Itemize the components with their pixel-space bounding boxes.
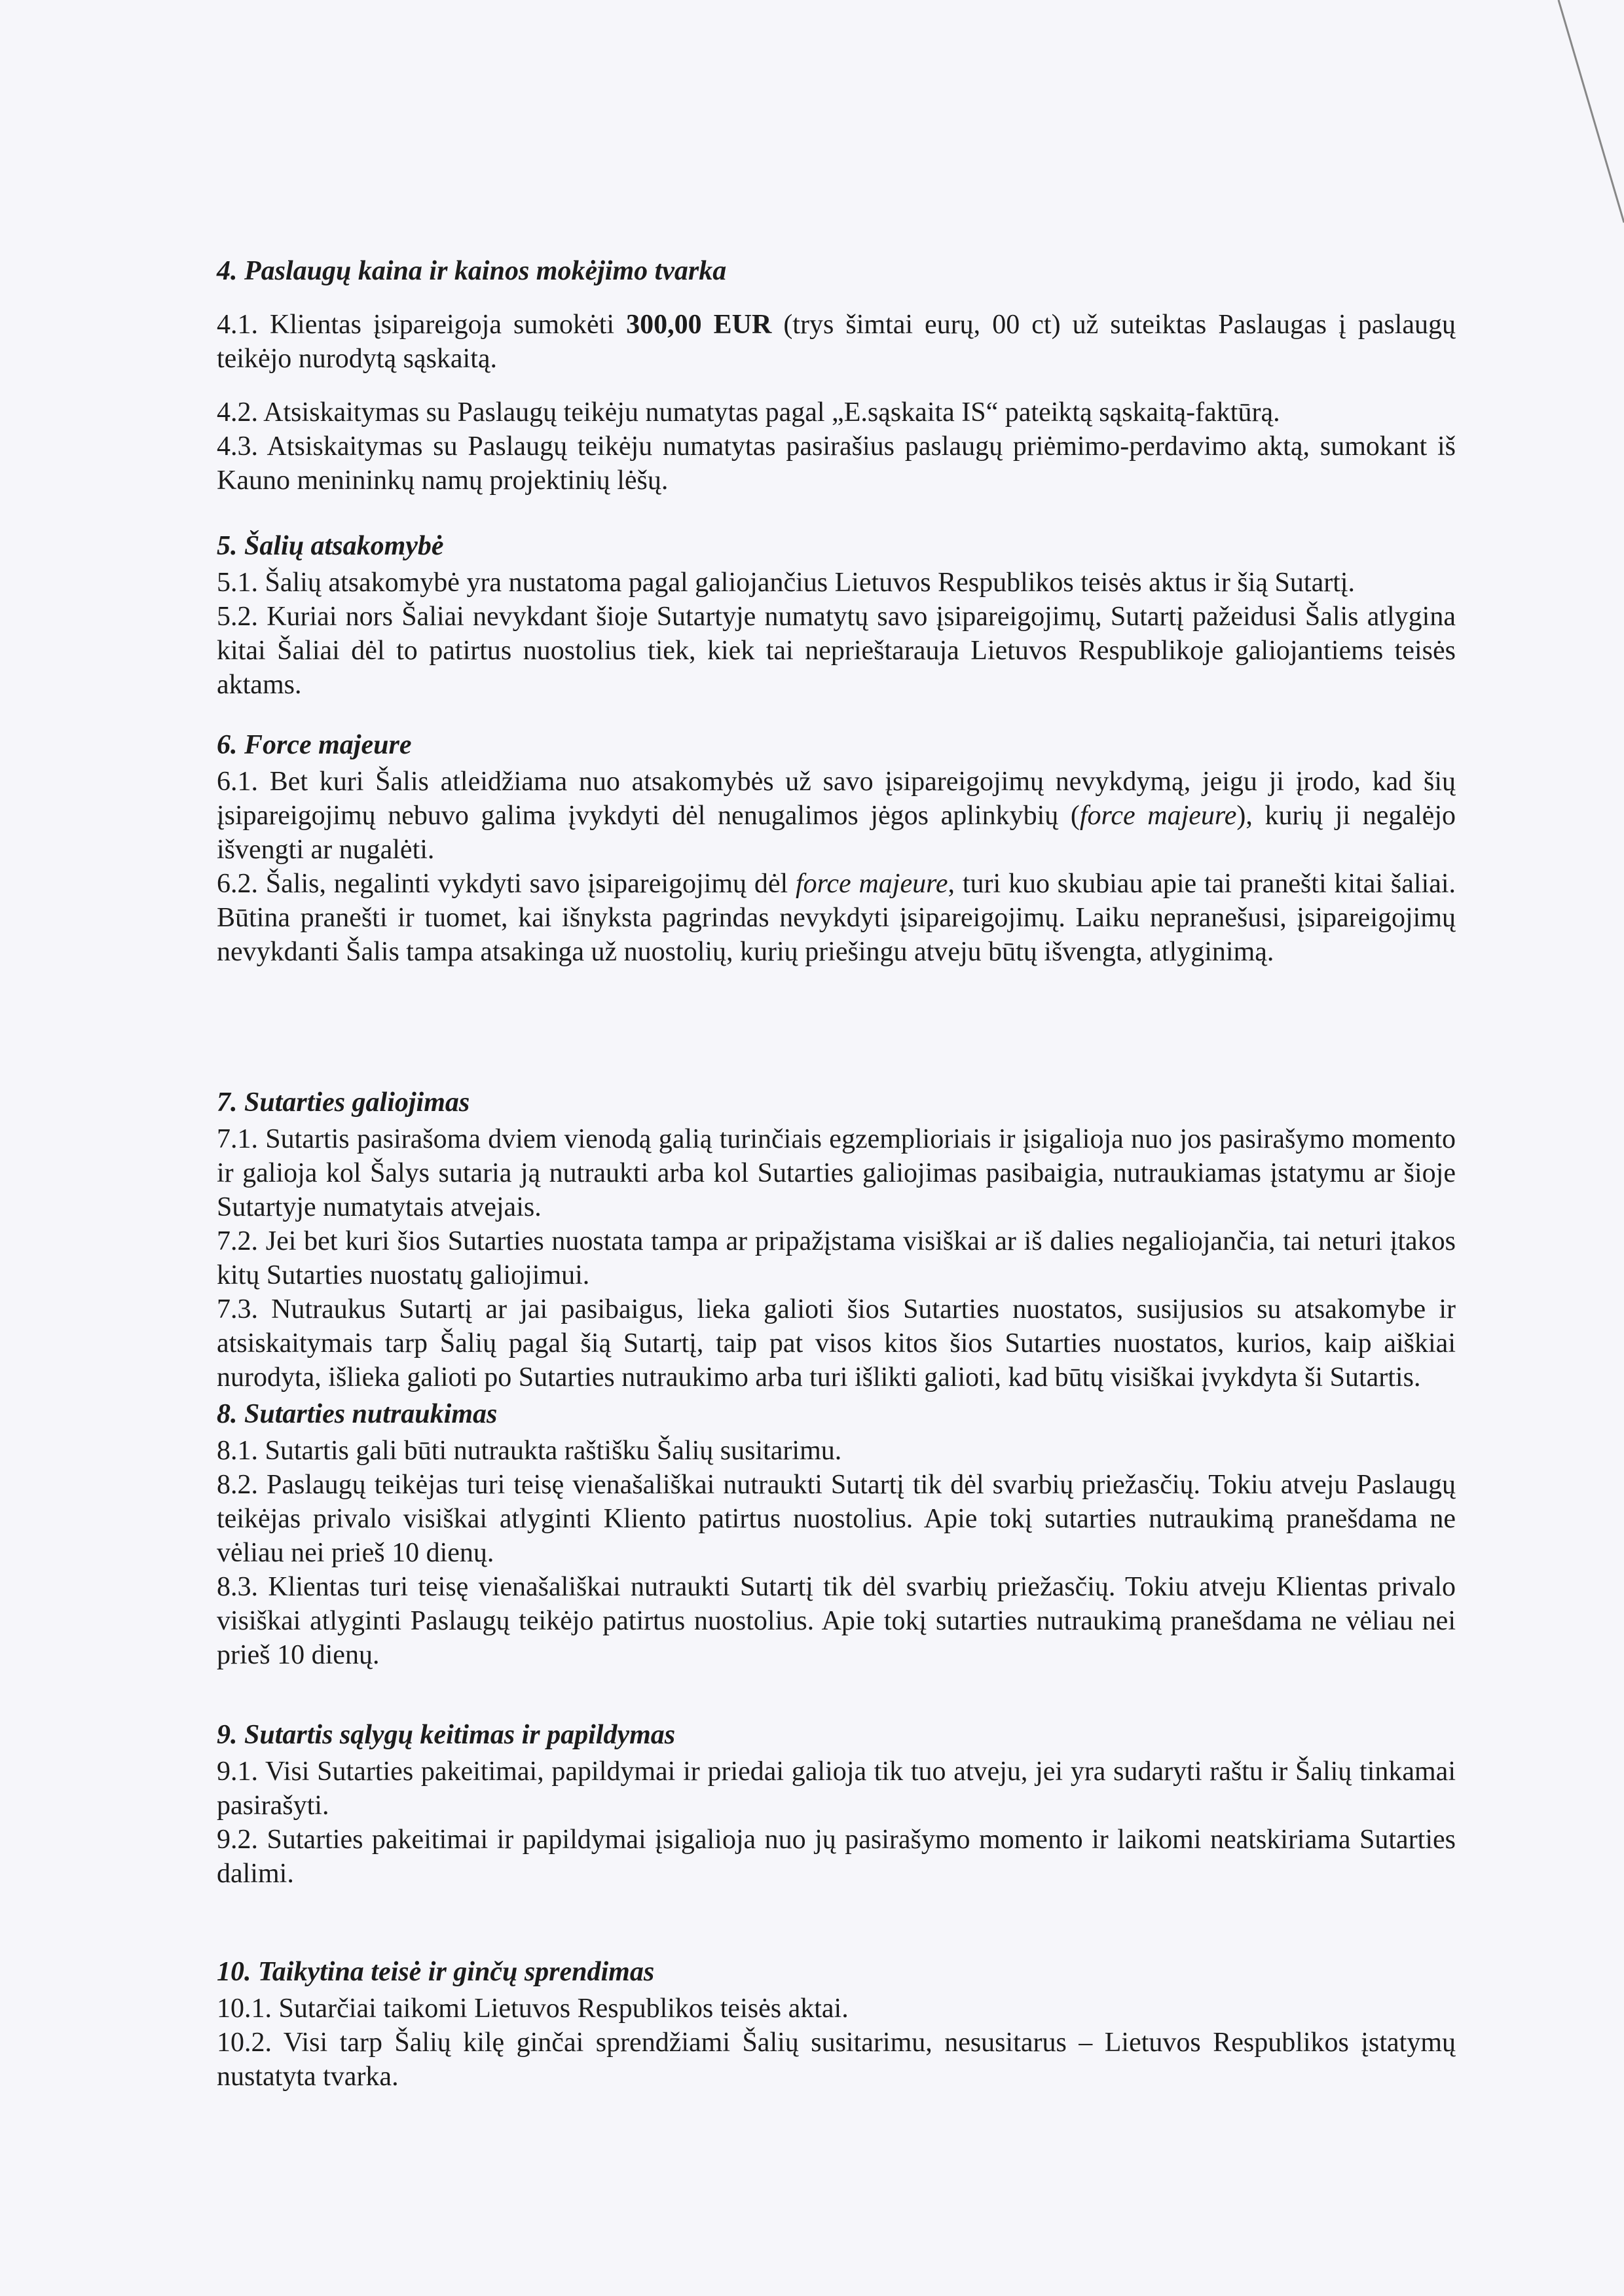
clause-9-1: 9.1. Visi Sutarties pakeitimai, papildymai ir priedai galioja tik tuo atveju, jei yra sudaryti raštu ir Šalių tinkamai pasirašyti.: [217, 1757, 1456, 1821]
section-6: [217, 728, 1456, 969]
section-heading: 10. Taikytina teisė ir ginčų sprendimas: [217, 1957, 655, 1987]
section-heading: 5. Šalių atsakomybė: [217, 531, 444, 561]
clause-8-2: 8.2. Paslaugų teikėjas turi teisę vienašališkai nutraukti Sutartį tik dėl svarbių priežasčių. Tokiu atveju Paslaugų teikėjas privalo visiškai atlyginti Kliento patirtus nuostolius. Apie tokį sutarties nutraukimą pranešdama ne vėliau nei prieš 10 dienų.: [217, 1470, 1456, 1568]
clause-10-1: 10.1. Sutarčiai taikomi Lietuvos Respublikos teisės aktai.: [217, 1994, 849, 2024]
clause-5-2: 5.2. Kuriai nors Šaliai nevykdant šioje Sutartyje numatytų savo įsipareigojimų, Sutartį pažeidusi Šalis atlygina kitai Šaliai dėl to patirtus nuostolius tiek, kiek tai neprieštarauja Lietuvos Respublikoje galiojantiems teisės aktams.: [217, 602, 1456, 700]
clause-4-1: 4.1. Klientas įsipareigoja sumokėti 300,00 EUR (trys šimtai eurų, 00 ct) už suteiktas Paslaugas į paslaugų teikėjo nurodytą sąskaitą.: [217, 310, 1456, 374]
section-9: [217, 1718, 1456, 1891]
section-heading: 7. Sutarties galiojimas: [217, 1087, 470, 1118]
section-5: [217, 529, 1456, 702]
section-10: [217, 1955, 1456, 2094]
clause-5-1: 5.1. Šalių atsakomybė yra nustatoma pagal galiojančius Lietuvos Respublikos teisės aktus ir šią Sutartį.: [217, 568, 1356, 598]
section-4: [217, 254, 1456, 498]
clause-8-3: 8.3. Klientas turi teisę vienašališkai nutraukti Sutartį tik dėl svarbių priežasčių. Tokiu atveju Klientas privalo visiškai atlyginti Paslaugų teikėjo patirtus nuostolius. Apie tokį sutarties nutraukimą pranešdama ne vėliau nei prieš 10 dienų.: [217, 1572, 1456, 1670]
clause-9-2: 9.2. Sutarties pakeitimai ir papildymai įsigalioja nuo jų pasirašymo momento ir laikomi neatskiriama Sutarties dalimi.: [217, 1825, 1456, 1889]
page-fold-shadow: [1545, 0, 1624, 236]
clause-6-2: 6.2. Šalis, negalinti vykdyti savo įsipareigojimų dėl force majeure, turi kuo skubiau apie tai pranešti kitai šaliai. Būtina pranešti ir tuomet, kai išnyksta pagrindas nevykdyti įsipareigojimų. Laiku nepranešusi, įsipareigojimų nevykdanti Šalis tampa atsakinga už nuostolių, kurių priešingu atveju būtų išvengta, atlyginimą.: [217, 869, 1456, 967]
section-heading: 6. Force majeure: [217, 730, 412, 760]
section-heading: 9. Sutartis sąlygų keitimas ir papildymas: [217, 1720, 676, 1750]
clause-7-3: 7.3. Nutraukus Sutartį ar jai pasibaigus, lieka galioti šios Sutarties nuostatos, susijusios su atsakomybe ir atsiskaitymais tarp Šalių pagal šią Sutartį, taip pat visos kitos šios Sutarties nuostatos, kurios, kaip aiškiai nurodyta, išlieka galioti po Sutarties nutraukimo arba turi išlikti galioti, kad būtų visiškai įvykdyta ši Sutartis.: [217, 1294, 1456, 1393]
clause-4-2: 4.2. Atsiskaitymas su Paslaugų teikėju numatytas pagal „E.sąskaita IS“ pateiktą sąskaitą-faktūrą.: [217, 397, 1280, 428]
clause-4-3: 4.3. Atsiskaitymas su Paslaugų teikėju numatytas pasirašius paslaugų priėmimo-perdavimo aktą, sumokant iš Kauno menininkų namų projektinių lėšų.: [217, 431, 1456, 496]
clause-10-2: 10.2. Visi tarp Šalių kilę ginčai sprendžiami Šalių susitarimu, nesusitarus – Lietuvos Respublikos įstatymų nustatyta tvarka.: [217, 2028, 1456, 2092]
section-8: [217, 1397, 1456, 1672]
clause-7-1: 7.1. Sutartis pasirašoma dviem vienodą galią turinčiais egzemplioriais ir įsigalioja nuo jos pasirašymo momento ir galioja kol Šalys sutaria ją nutraukti arba kol Sutarties galiojimas pasibaigia, nutraukiamas įstatymu ar šioje Sutartyje numatytais atvejais.: [217, 1124, 1456, 1222]
section-heading: 4. Paslaugų kaina ir kainos mokėjimo tvarka: [217, 256, 727, 286]
section-heading: 8. Sutarties nutraukimas: [217, 1399, 498, 1429]
clause-7-2: 7.2. Jei bet kuri šios Sutarties nuostata tampa ar pripažįstama visiškai ar iš dalies negaliojančia, tai neturi įtakos kitų Sutarties nuostatų galiojimui.: [217, 1226, 1456, 1290]
clause-6-1: 6.1. Bet kuri Šalis atleidžiama nuo atsakomybės už savo įsipareigojimų nevykdymą, jeigu ji įrodo, kad šių įsipareigojimų nebuvo galima įvykdyti dėl nenugalimos jėgos aplinkybių (force majeure), kurių ji negalėjo išvengti ar nugalėti.: [217, 767, 1456, 865]
price-amount: 300,00 EUR: [626, 310, 772, 340]
clause-8-1: 8.1. Sutartis gali būti nutraukta raštišku Šalių susitarimu.: [217, 1436, 842, 1466]
section-7: [217, 1085, 1456, 1394]
